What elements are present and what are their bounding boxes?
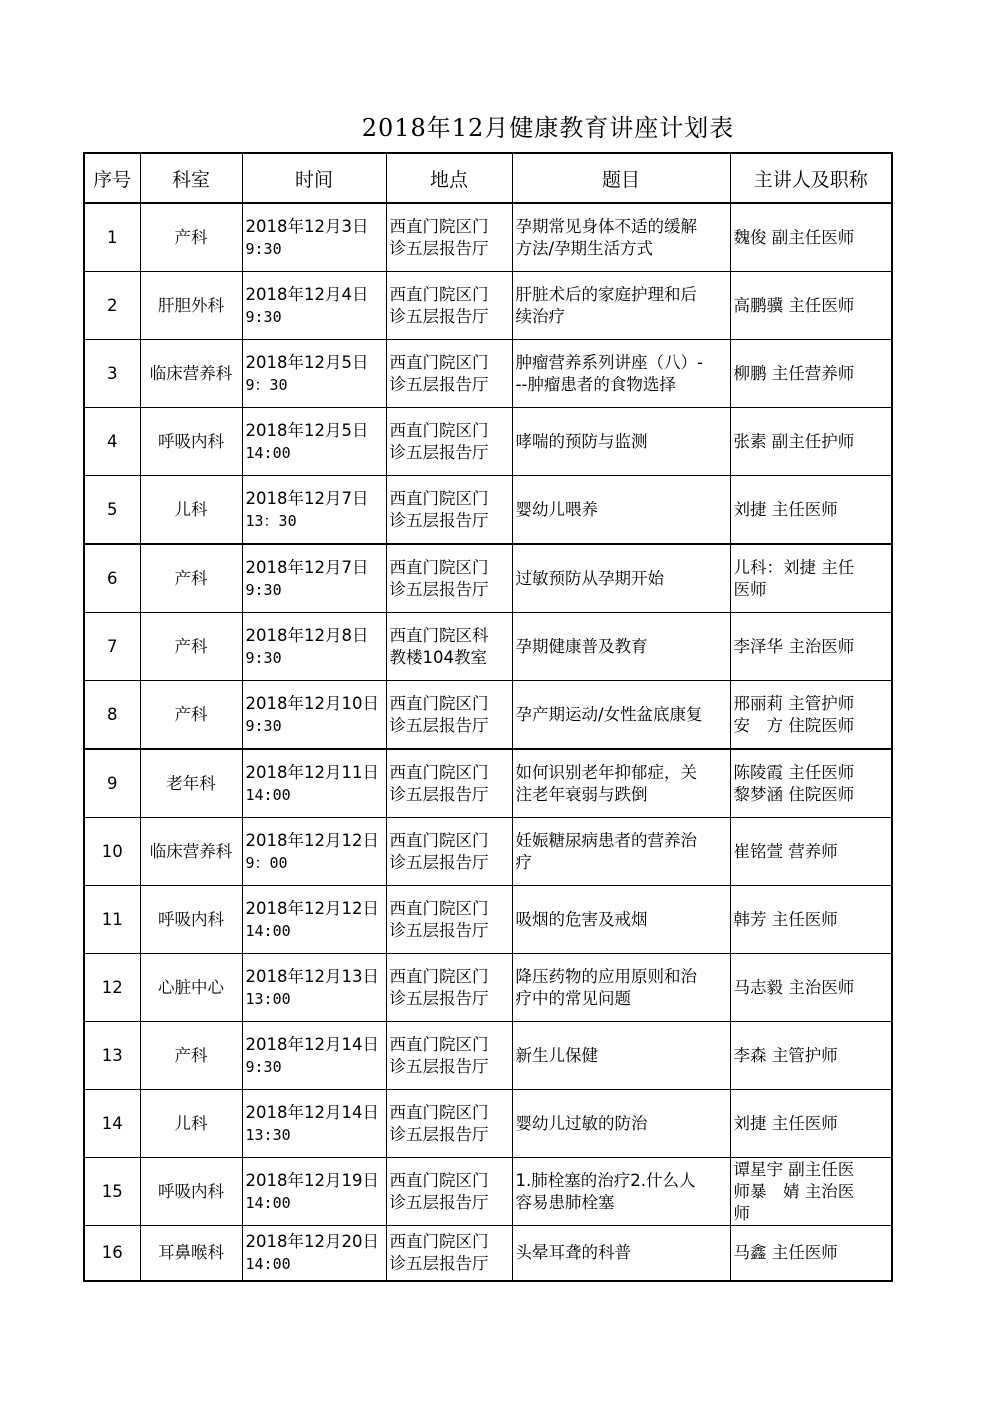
table-row [84,613,892,681]
department-text: 肝胆外科 [158,295,224,315]
location-line: 西直门院区门 [389,352,489,372]
topic-line: 孕期常见身体不适的缓解 [515,216,697,236]
row-number-text: 11 [101,909,123,929]
speaker-line: 韩芳 主任医师 [733,909,838,929]
speaker-line: 张素 副主任护师 [733,431,855,451]
location-line: 诊五层报告厅 [389,306,489,326]
location-cell [386,1022,512,1090]
table-row [84,681,892,750]
row-number [84,544,140,613]
speaker-line: 安 方 住院医师 [733,715,855,735]
location-cell [386,408,512,476]
speaker-line: 李泽华 主治医师 [733,636,855,656]
date-text: 2018年12月19日 [245,1170,379,1190]
department-text: 呼吸内科 [158,909,224,929]
location-cell [386,954,512,1022]
speaker-cell [730,681,892,750]
time-cell [242,408,386,476]
speaker-cell [730,749,892,818]
topic-line: 如何识别老年抑郁症，关 [515,762,697,782]
location-cell [386,818,512,886]
speaker-line: 师暴 婧 主治医 [733,1181,855,1201]
time-cell [242,272,386,340]
topic-cell [512,408,730,476]
topic-cell [512,1022,730,1090]
department-cell [140,203,242,272]
time-cell [242,613,386,681]
row-number [84,408,140,476]
location-line: 西直门院区门 [389,1102,489,1122]
row-number-text: 10 [101,841,123,861]
department-cell [140,954,242,1022]
time-text: 13：30 [245,511,297,530]
location-line: 西直门院区科 [389,625,489,645]
row-number [84,1022,140,1090]
row-number-text: 4 [107,431,118,451]
department-cell [140,681,242,750]
department-text: 呼吸内科 [158,1181,224,1201]
time-text: 14:00 [245,921,291,940]
department-text: 产科 [174,568,208,588]
time-text: 9:30 [245,580,282,599]
time-text: 13:30 [245,1125,291,1144]
table-row [84,1022,892,1090]
time-cell [242,1226,386,1282]
speaker-cell [730,203,892,272]
topic-line: 头晕耳聋的科普 [515,1243,631,1262]
location-line: 诊五层报告厅 [389,988,489,1008]
table-row [84,476,892,545]
row-number [84,749,140,818]
speaker-cell [730,544,892,613]
department-cell [140,818,242,886]
location-line: 西直门院区门 [389,1170,489,1190]
row-number-text: 9 [107,773,118,793]
date-text: 2018年12月14日 [245,1034,379,1054]
topic-cell [512,340,730,408]
location-cell [386,1226,512,1282]
department-text: 产科 [174,1045,208,1065]
topic-cell [512,954,730,1022]
topic-line: 吸烟的危害及戒烟 [515,909,648,929]
header-no: 序号 [84,153,140,203]
location-line: 西直门院区门 [389,216,489,236]
location-cell [386,681,512,750]
location-line: 西直门院区门 [389,966,489,986]
time-cell [242,681,386,750]
location-line: 西直门院区门 [389,284,489,304]
speaker-cell [730,408,892,476]
speaker-line: 崔铭萱 营养师 [733,841,838,861]
time-cell [242,886,386,954]
speaker-cell [730,476,892,545]
topic-cell [512,272,730,340]
topic-line: 哮喘的预防与监测 [515,431,648,451]
date-text: 2018年12月11日 [245,762,379,782]
location-line: 诊五层报告厅 [389,715,489,735]
topic-cell [512,681,730,750]
row-number-text: 6 [107,568,118,588]
row-number [84,1158,140,1226]
header-row [84,153,892,203]
table-row [84,749,892,818]
table-row [84,272,892,340]
location-cell [386,272,512,340]
location-line: 诊五层报告厅 [389,238,489,258]
speaker-cell [730,1022,892,1090]
date-text: 2018年12月12日 [245,830,379,850]
row-number [84,340,140,408]
speaker-line: 谭星宇 副主任医 [733,1159,855,1179]
date-text: 2018年12月4日 [245,284,369,304]
topic-line: 疗 [515,852,532,872]
time-text: 14:00 [245,1193,291,1212]
speaker-cell [730,818,892,886]
row-number [84,613,140,681]
location-cell [386,340,512,408]
date-text: 2018年12月10日 [245,693,379,713]
time-cell [242,1090,386,1158]
time-cell [242,818,386,886]
row-number-text: 8 [107,704,118,724]
time-text: 9:30 [245,239,282,258]
topic-line: 过敏预防从孕期开始 [515,568,664,588]
table-row [84,1226,892,1282]
time-cell [242,1158,386,1226]
department-cell [140,1090,242,1158]
speaker-line: 刘捷 主任医师 [733,499,838,519]
schedule-table [83,152,893,1282]
topic-cell [512,749,730,818]
time-cell [242,476,386,545]
location-cell [386,1090,512,1158]
topic-line: 婴幼儿喂养 [515,499,598,519]
location-line: 诊五层报告厅 [389,1124,489,1144]
location-line: 诊五层报告厅 [389,784,489,804]
time-cell [242,749,386,818]
speaker-line: 柳鹏 主任营养师 [733,363,855,383]
speaker-cell [730,1090,892,1158]
department-cell [140,476,242,545]
speaker-line: 马鑫 主任医师 [733,1243,838,1262]
speaker-line: 马志毅 主治医师 [733,977,855,997]
topic-line: 容易患肺栓塞 [515,1192,615,1212]
topic-cell [512,818,730,886]
date-text: 2018年12月7日 [245,557,369,577]
table-row [84,544,892,613]
location-cell [386,613,512,681]
location-cell [386,886,512,954]
department-cell [140,1158,242,1226]
row-number [84,886,140,954]
topic-line: 注老年衰弱与跌倒 [515,784,648,804]
department-text: 产科 [174,704,208,724]
location-line: 诊五层报告厅 [389,1192,489,1212]
location-line: 西直门院区门 [389,830,489,850]
time-text: 9:30 [245,1057,282,1076]
department-text: 耳鼻喉科 [158,1243,224,1262]
speaker-line: 刘捷 主任医师 [733,1113,838,1133]
speaker-line: 师 [733,1203,750,1223]
row-number [84,1090,140,1158]
speaker-line: 高鹏骥 主任医师 [733,295,855,315]
row-number-text: 3 [107,363,118,383]
topic-cell [512,1158,730,1226]
row-number [84,818,140,886]
location-cell [386,1158,512,1226]
time-text: 9:30 [245,716,282,735]
topic-line: 方法/孕期生活方式 [515,238,654,258]
department-cell [140,340,242,408]
location-line: 西直门院区门 [389,762,489,782]
table-row [84,408,892,476]
time-cell [242,954,386,1022]
time-cell [242,203,386,272]
time-text: 9:30 [245,307,282,326]
row-number-text: 12 [101,977,123,997]
header-location: 地点 [386,153,512,203]
row-number-text: 14 [101,1113,123,1133]
topic-line: 1.肺栓塞的治疗2.什么人 [515,1170,696,1190]
time-text: 9：00 [245,853,288,872]
topic-line: 肿瘤营养系列讲座（八）- [515,352,703,372]
time-cell [242,544,386,613]
topic-line: 降压药物的应用原则和治 [515,966,697,986]
speaker-cell [730,613,892,681]
speaker-line: 黎梦涵 住院医师 [733,784,855,804]
topic-line: 孕期健康普及教育 [515,636,648,656]
date-text: 2018年12月5日 [245,420,369,440]
speaker-cell [730,272,892,340]
topic-line: --肿瘤患者的食物选择 [515,374,676,394]
department-cell [140,886,242,954]
time-text: 14:00 [245,443,291,462]
department-text: 心脏中心 [158,977,224,997]
location-cell [386,749,512,818]
location-line: 诊五层报告厅 [389,374,489,394]
location-line: 西直门院区门 [389,898,489,918]
row-number [84,476,140,545]
topic-cell [512,476,730,545]
row-number-text: 2 [107,295,118,315]
speaker-line: 陈陵霞 主任医师 [733,762,855,782]
row-number [84,1226,140,1282]
header-topic: 题目 [512,153,730,203]
topic-cell [512,613,730,681]
topic-line: 婴幼儿过敏的防治 [515,1113,648,1133]
location-line: 西直门院区门 [389,1034,489,1054]
row-number [84,203,140,272]
department-cell [140,544,242,613]
department-text: 临床营养科 [149,841,233,861]
date-text: 2018年12月14日 [245,1102,379,1122]
location-line: 诊五层报告厅 [389,1254,489,1273]
department-text: 老年科 [166,773,216,793]
speaker-cell [730,340,892,408]
location-cell [386,203,512,272]
location-line: 诊五层报告厅 [389,1056,489,1076]
department-text: 儿科 [174,499,208,519]
speaker-line: 李森 主管护师 [733,1045,838,1065]
header-speaker: 主讲人及职称 [730,153,892,203]
row-number-text: 13 [101,1045,123,1065]
topic-line: 续治疗 [515,306,565,326]
location-line: 西直门院区门 [389,420,489,440]
table-row [84,1090,892,1158]
row-number [84,272,140,340]
location-line: 诊五层报告厅 [389,579,489,599]
page-title: 2018年12月健康教育讲座计划表 [361,114,735,142]
table-row [84,1158,892,1226]
time-text: 14:00 [245,1255,291,1273]
topic-cell [512,1090,730,1158]
date-text: 2018年12月8日 [245,625,369,645]
row-number [84,681,140,750]
topic-cell [512,1226,730,1282]
location-cell [386,544,512,613]
location-line: 西直门院区门 [389,557,489,577]
department-cell [140,272,242,340]
location-line: 西直门院区门 [389,1232,489,1251]
date-text: 2018年12月20日 [245,1232,379,1251]
date-text: 2018年12月13日 [245,966,379,986]
time-cell [242,340,386,408]
topic-line: 孕产期运动/女性盆底康复 [515,704,703,724]
department-text: 临床营养科 [149,363,233,383]
date-text: 2018年12月3日 [245,216,369,236]
table-row [84,340,892,408]
department-text: 产科 [174,636,208,656]
department-cell [140,1022,242,1090]
location-line: 西直门院区门 [389,488,489,508]
topic-line: 疗中的常见问题 [515,988,631,1008]
speaker-line: 儿科：刘捷 主任 [733,557,855,577]
department-cell [140,1226,242,1282]
speaker-cell [730,954,892,1022]
topic-line: 肝脏术后的家庭护理和后 [515,284,697,304]
date-text: 2018年12月7日 [245,488,369,508]
row-number-text: 7 [107,636,118,656]
location-line: 诊五层报告厅 [389,442,489,462]
department-text: 呼吸内科 [158,431,224,451]
time-cell [242,1022,386,1090]
department-text: 儿科 [174,1113,208,1133]
header-time: 时间 [242,153,386,203]
time-text: 9：30 [245,375,288,394]
date-text: 2018年12月5日 [245,352,369,372]
date-text: 2018年12月12日 [245,898,379,918]
topic-line: 妊娠糖尿病患者的营养治 [515,830,697,850]
topic-line: 新生儿保健 [515,1045,598,1065]
speaker-line: 邢丽莉 主管护师 [733,693,855,713]
table-row [84,818,892,886]
row-number-text: 15 [101,1181,123,1201]
location-line: 教楼104教室 [389,647,487,667]
row-number-text: 16 [101,1243,123,1262]
time-text: 9:30 [245,648,282,667]
department-cell [140,408,242,476]
speaker-cell [730,886,892,954]
speaker-line: 医师 [733,579,767,599]
speaker-line: 魏俊 副主任医师 [733,227,855,247]
location-line: 诊五层报告厅 [389,920,489,940]
location-line: 诊五层报告厅 [389,852,489,872]
department-cell [140,749,242,818]
location-line: 西直门院区门 [389,693,489,713]
table-row [84,203,892,272]
row-number-text: 5 [107,499,118,519]
department-text: 产科 [174,227,208,247]
location-line: 诊五层报告厅 [389,510,489,530]
speaker-cell [730,1226,892,1282]
topic-cell [512,544,730,613]
department-cell [140,613,242,681]
speaker-cell [730,1158,892,1226]
time-text: 13:00 [245,989,291,1008]
row-number [84,954,140,1022]
topic-cell [512,886,730,954]
header-dept: 科室 [140,153,242,203]
row-number-text: 1 [107,227,118,247]
location-cell [386,476,512,545]
time-text: 14:00 [245,785,291,804]
table-row [84,954,892,1022]
table-row [84,886,892,954]
topic-cell [512,203,730,272]
